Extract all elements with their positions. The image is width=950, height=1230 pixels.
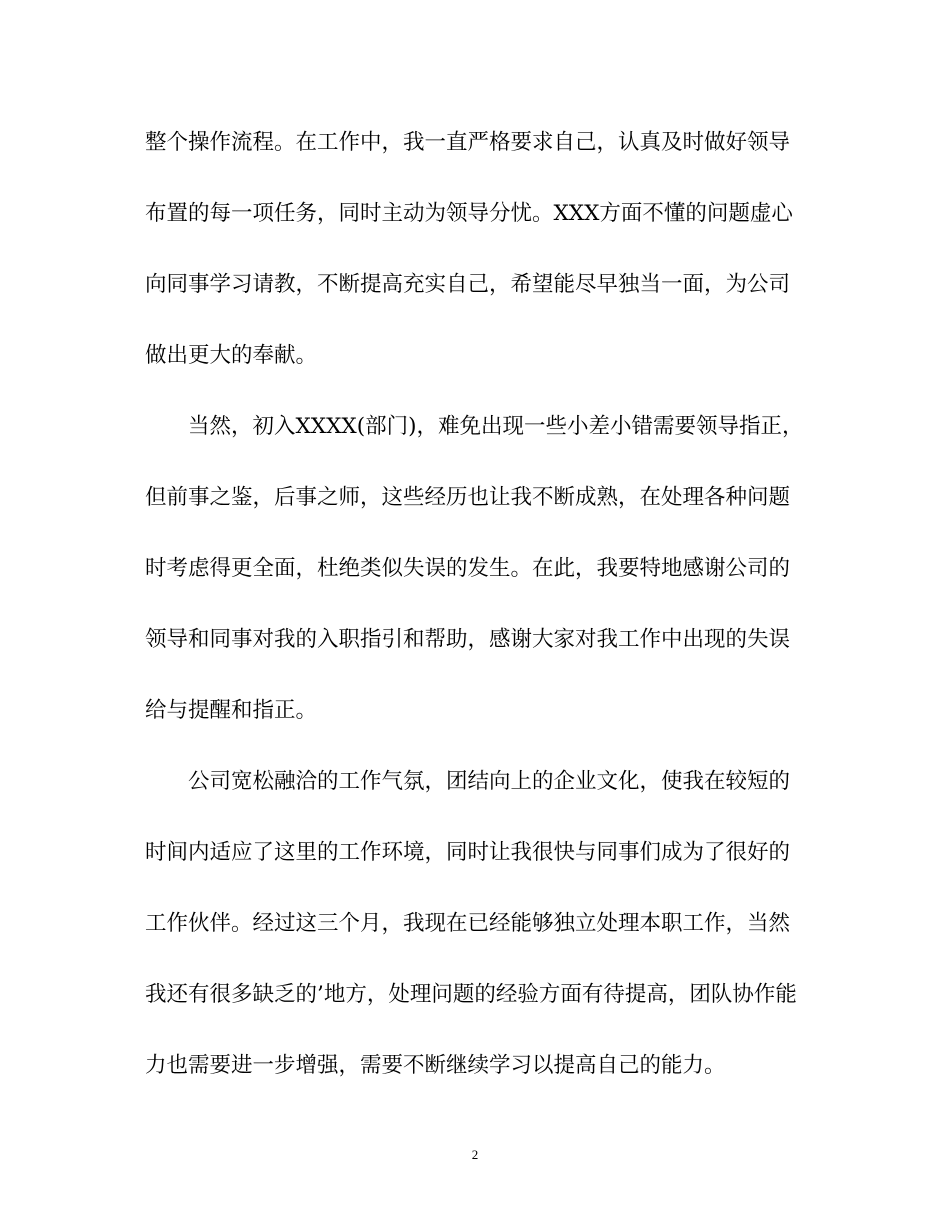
paragraph-3-line-3: 工作伙伴。经过这三个月，我现在已经能够独立处理本职工作，当然 xyxy=(145,911,791,936)
paragraph-3-line-5: 力也需要进一步增强，需要不断继续学习以提高自己的能力。 xyxy=(145,1053,726,1078)
paragraph-1-line-4: 做出更大的奉献。 xyxy=(145,343,318,368)
paragraph-2-line-3: 时考虑得更全面，杜绝类似失误的发生。在此，我要特地感谢公司的 xyxy=(145,556,791,581)
paragraph-2-line-5: 给与提醒和指正。 xyxy=(145,698,318,723)
paragraph-3-line-4: 我还有很多缺乏的’地方，处理问题的经验方面有待提高，团队协作能 xyxy=(145,982,797,1007)
paragraph-1-line-1: 整个操作流程。在工作中，我一直严格要求自己，认真及时做好领导 xyxy=(145,130,791,155)
paragraph-2-line-2: 但前事之鉴，后事之师，这些经历也让我不断成熟，在处理各种问题 xyxy=(145,485,791,510)
paragraph-1-line-2: 布置的每一项任务，同时主动为领导分忧。XXX方面不懂的问题虚心 xyxy=(145,201,793,226)
page-number: 2 xyxy=(471,1147,479,1162)
paragraph-1-line-3: 向同事学习请教，不断提高充实自己，希望能尽早独当一面，为公司 xyxy=(145,272,791,297)
paragraph-3-line-2: 时间内适应了这里的工作环境，同时让我很快与同事们成为了很好的 xyxy=(145,840,791,865)
paragraph-2-line-4: 领导和同事对我的入职指引和帮助，感谢大家对我工作中出现的失误 xyxy=(145,627,791,652)
paragraph-2-line-1: 当然，初入XXXX(部门)，难免出现一些小差小错需要领导指正， xyxy=(188,414,804,439)
paragraph-3-line-1: 公司宽松融洽的工作气氛，团结向上的企业文化，使我在较短的 xyxy=(188,769,791,794)
